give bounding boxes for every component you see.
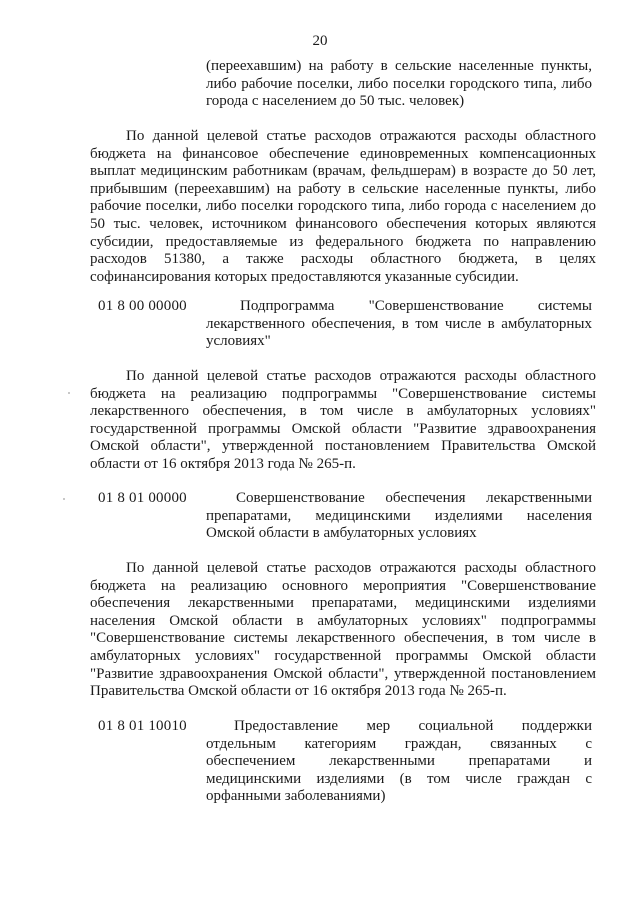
budget-code: 01 8 00 00000: [98, 298, 187, 314]
paragraph-line: расходов 51380, а также расходы областного бюджета, в целях: [90, 251, 596, 268]
budget-code: 01 8 01 00000: [98, 490, 187, 506]
entry-title: [206, 298, 592, 351]
entry-title: [206, 718, 592, 806]
paragraph-line: Омской области", утвержденной постановлением Правительства Омской: [90, 438, 596, 455]
entry-line: условиях": [206, 333, 271, 350]
entry-line: обеспечением лекарственными препаратами и: [206, 753, 592, 770]
entry-line: Совершенствование обеспечения лекарственными: [236, 490, 592, 506]
intro-continuation: [206, 58, 592, 111]
paragraph-line: рабочие поселки, либо поселки городского типа, либо города с населением до: [90, 198, 596, 215]
paragraph-line: обеспечения лекарственными препаратами, медицинскими изделиями: [90, 595, 596, 612]
paragraph-line: По данной целевой статье расходов отражаются расходы областного: [126, 128, 596, 144]
paragraph-line: амбулаторных условиях" государственной программы Омской области: [90, 647, 596, 664]
paragraph-line: бюджета на реализацию подпрограммы "Совершенствование системы: [90, 385, 596, 402]
scan-speck: [63, 498, 65, 500]
paragraph-line: бюджета на реализацию основного мероприятия "Совершенствование: [90, 577, 596, 594]
page-number: 20: [312, 33, 328, 49]
paragraph-line: По данной целевой статье расходов отражаются расходы областного: [126, 560, 596, 576]
entry-line: медицинскими изделиями (в том числе граждан с: [206, 770, 592, 787]
scan-speck: [68, 392, 70, 394]
paragraph-line: выплат медицинским работникам (врачам, фельдшерам) в возрасте до 50 лет,: [90, 163, 596, 180]
entry-line: препаратами, медицинскими изделиями населения: [206, 507, 592, 524]
intro-line: (переехавшим) на работу в сельские населенные пункты,: [206, 58, 592, 74]
intro-line: города с населением до 50 тыс. человек): [206, 93, 465, 110]
paragraph-1: [90, 128, 596, 286]
entry-line: Предоставление мер социальной поддержки: [234, 718, 592, 734]
paragraph-line: По данной целевой статье расходов отражаются расходы областного: [126, 368, 596, 384]
entry-line: лекарственного обеспечения, в том числе в амбулаторных: [206, 315, 592, 332]
paragraph-line: софинансирования которых предоставляются указанные субсидии.: [90, 268, 519, 285]
entry-line: Подпрограмма "Совершенствование системы: [240, 298, 592, 314]
paragraph-line: области от 16 октября 2013 года № 265-п.: [90, 455, 356, 472]
entry-title: [206, 490, 592, 543]
paragraph-line: лекарственного обеспечения, в том числе в амбулаторных условиях": [90, 403, 596, 420]
entry-line: орфанными заболеваниями): [206, 788, 386, 805]
paragraph-line: бюджета на финансовое обеспечение единовременных компенсационных: [90, 145, 596, 162]
paragraph-line: населения Омской области в амбулаторных условиях" подпрограммы: [90, 612, 596, 629]
paragraph-line: "Совершенствование системы лекарственного обеспечения, в том числе в: [90, 630, 596, 647]
paragraph-line: государственной программы Омской области "Развитие здравоохранения: [90, 420, 596, 437]
paragraph-line: Правительства Омской области от 16 октября 2013 года № 265-п.: [90, 683, 507, 700]
budget-code: 01 8 01 10010: [98, 718, 187, 734]
paragraph-2: [90, 368, 596, 474]
paragraph-line: "Развитие здравоохранения Омской области", утвержденной постановлением: [90, 665, 596, 682]
intro-line: либо рабочие поселки, либо поселки городского типа, либо: [206, 75, 592, 92]
paragraph-line: прибывшим (переехавшим) на работу в сельские населенные пункты, либо: [90, 180, 596, 197]
paragraph-line: 50 тыс. человек, источником финансового обеспечения которых являются: [90, 215, 596, 232]
entry-line: отдельным категориям граждан, связанных с: [206, 735, 592, 752]
paragraph-line: субсидии, предоставляемые из федерального бюджета по направлению: [90, 233, 596, 250]
entry-line: Омской области в амбулаторных условиях: [206, 525, 477, 542]
paragraph-3: [90, 560, 596, 701]
